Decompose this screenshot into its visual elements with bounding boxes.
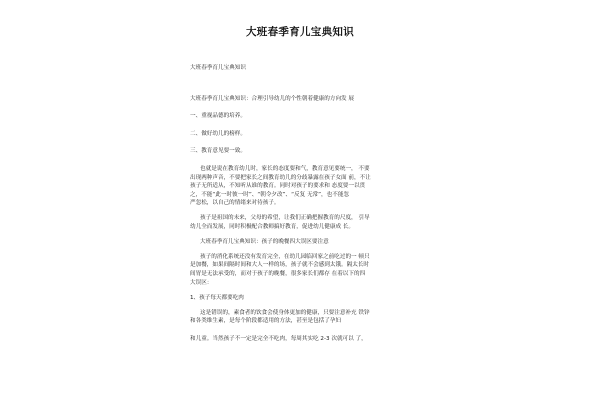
document-title: 大班春季育儿宝典知识 bbox=[246, 26, 354, 38]
section-heading: 大班春季育儿宝典知识：孩子的晚餐四大误区要注意 bbox=[200, 239, 329, 246]
document-body bbox=[190, 64, 420, 343]
text-line: 之，不能“此一时彼一时”、“朝令夕改”、“反复 无常”，也不能忽 bbox=[190, 191, 350, 198]
list-item: 二、做好幼儿的榜样。 bbox=[190, 130, 246, 137]
paragraph-1 bbox=[190, 165, 420, 208]
paragraph-2 bbox=[190, 214, 420, 231]
section-subtitle: 大班春季育儿宝典知识 bbox=[190, 65, 246, 71]
text-line: 大误区： bbox=[190, 279, 213, 286]
text-line: 孩子无所适从，不知听从谁的教育。同时对孩子的要求和 态度要一以贯 bbox=[190, 183, 366, 190]
text-line: 严忽松，以自己的情绪来对待孩子。 bbox=[190, 200, 280, 207]
text-line: 这是错误的，素食者的饮食会使身体更加的健康，只要注意补充 铁锌 bbox=[200, 309, 370, 316]
text-line: 和各类维生素，是每个阶段都适用的方法，甚至是包括了孕妇 bbox=[190, 318, 342, 325]
text-line: 出现两种声音，不要把家长之间教育幼儿的分歧暴露在孩子女面 前，不让 bbox=[190, 174, 371, 181]
text-line: 孩子是祖国的未来，父母的希望，让我们正确把握教育的尺度， 引导 bbox=[200, 214, 370, 221]
text-line: 也就是说在教育幼儿时，家长的态度要和气，教育意见要统一， 不要 bbox=[200, 165, 370, 172]
text-line: 孩子的消化系统还没有发育完全，在幼儿园临回家之前吃过的一 顿只 bbox=[200, 253, 370, 260]
text-line: 和儿童。当然孩子不一定是完全不吃肉，每周其实吃 2-3 次就可以 了， bbox=[190, 335, 367, 342]
text-line: 是加餐，如果间隔时间和大人一样的场，孩子就不会感到太饿。隔太长时 bbox=[190, 262, 370, 269]
text-line: 幼儿全而发展，同时积极配合教师搞好教育，促进幼儿健康成 长。 bbox=[190, 223, 354, 230]
paragraph-4 bbox=[190, 309, 420, 326]
subsection-heading: 1、孩子每天都要吃肉 bbox=[190, 295, 244, 302]
list-item: 三、教育意见要一致。 bbox=[190, 148, 246, 155]
paragraph-3 bbox=[190, 253, 420, 287]
text-line: 间胃是无法承受的，而对于孩子的晚餐，很多家长们都存 在着以下的四 bbox=[190, 270, 366, 277]
intro-paragraph: 大班春季育儿宝典知识：合理引导幼儿的个性朝着健康的方向发 展 bbox=[190, 95, 354, 102]
list-item: 一、重视品德的培养。 bbox=[190, 113, 246, 120]
